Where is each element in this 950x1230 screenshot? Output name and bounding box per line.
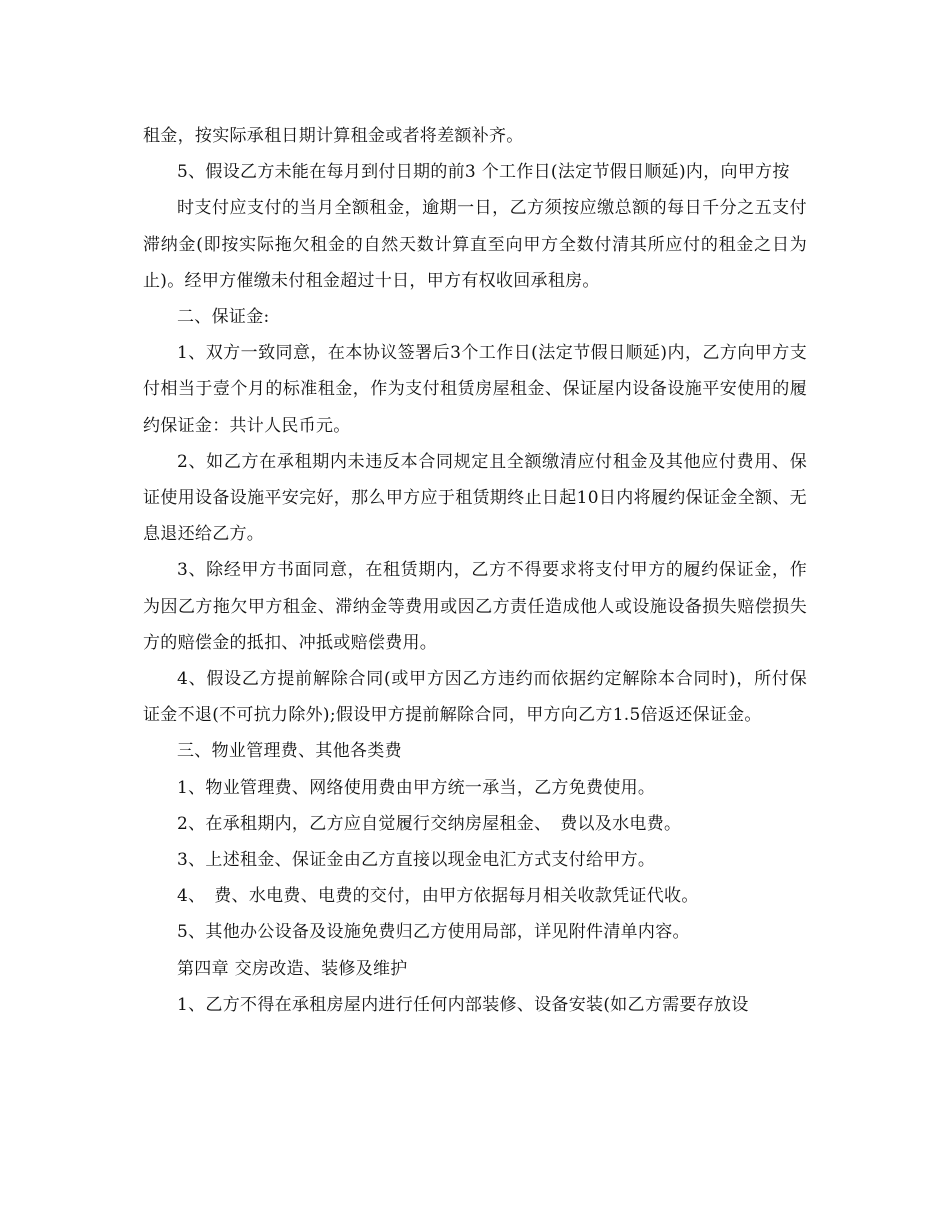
paragraph-clause-5-late-fee: 时支付应支付的当月全额租金，逾期一日，乙方须按应缴总额的每日千分之五支付滞纳金(即按实际拖欠租金的自然天数计算直至向甲方全数付清其所应付的租金之日为止)。经甲方催缴未付租金超过十日，甲方有权收回承租房。 [143, 198, 807, 291]
paragraph-fees-5: 5、其他办公设备及设施免费归乙方使用局部，详见附件清单内容。 [177, 922, 690, 943]
paragraph-rent-difference: 租金，按实际承租日期计算租金或者将差额补齐。 [143, 126, 524, 146]
paragraph-clause-5-start: 5、假设乙方未能在每月到付日期的前3 个工作日(法定节假日顺延)内，向甲方按 [177, 162, 790, 183]
paragraph-fees-3: 3、上述租金、保证金由乙方直接以现金电汇方式支付给甲方。 [177, 850, 656, 871]
paragraph-deposit-2: 2、如乙方在承租期内未违反本合同规定且全额缴清应付租金及其他应付费用、保证使用设备设施平安完好，那么甲方应于租赁期终止日起10日内将履约保证金全额、无息退还给乙方。 [143, 451, 807, 545]
heading-property-fees: 三、物业管理费、其他各类费 [177, 741, 402, 762]
heading-deposit: 二、保证金: [177, 307, 270, 328]
paragraph-fees-1: 1、物业管理费、网络使用费由甲方统一承当，乙方免费使用。 [177, 777, 656, 798]
heading-chapter-4: 第四章 交房改造、装修及维护 [177, 958, 408, 979]
paragraph-deposit-3: 3、除经甲方书面同意，在租赁期内，乙方不得要求将支付甲方的履约保证金，作为因乙方拖欠甲方租金、滞纳金等费用或因乙方责任造成他人或设施设备损失赔偿损失方的赔偿金的抵扣、冲抵或赔偿费用。 [143, 560, 807, 653]
paragraph-fees-2: 2、在承租期内，乙方应自觉履行交纳房屋租金、 费以及水电费。 [177, 813, 682, 834]
paragraph-deposit-1: 1、双方一致同意，在本协议签署后3个工作日(法定节假日顺延)内，乙方向甲方支付相当于壹个月的标准租金，作为支付租赁房屋租金、保证屋内设备设施平安使用的履约保证金：共计人民币元。 [143, 343, 807, 436]
paragraph-fees-4: 4、 费、水电费、电费的交付，由甲方依据每月相关收款凭证代收。 [177, 886, 699, 907]
document-body [143, 118, 807, 1023]
paragraph-deposit-4: 4、假设乙方提前解除合同(或甲方因乙方违约而依据约定解除本合同时)，所付保证金不退(不可抗力除外);假设甲方提前解除合同，甲方向乙方1.5倍返还保证金。 [143, 669, 807, 726]
paragraph-chapter-4-1: 1、乙方不得在承租房屋内进行任何内部装修、设备安装(如乙方需要存放设 [177, 994, 749, 1015]
